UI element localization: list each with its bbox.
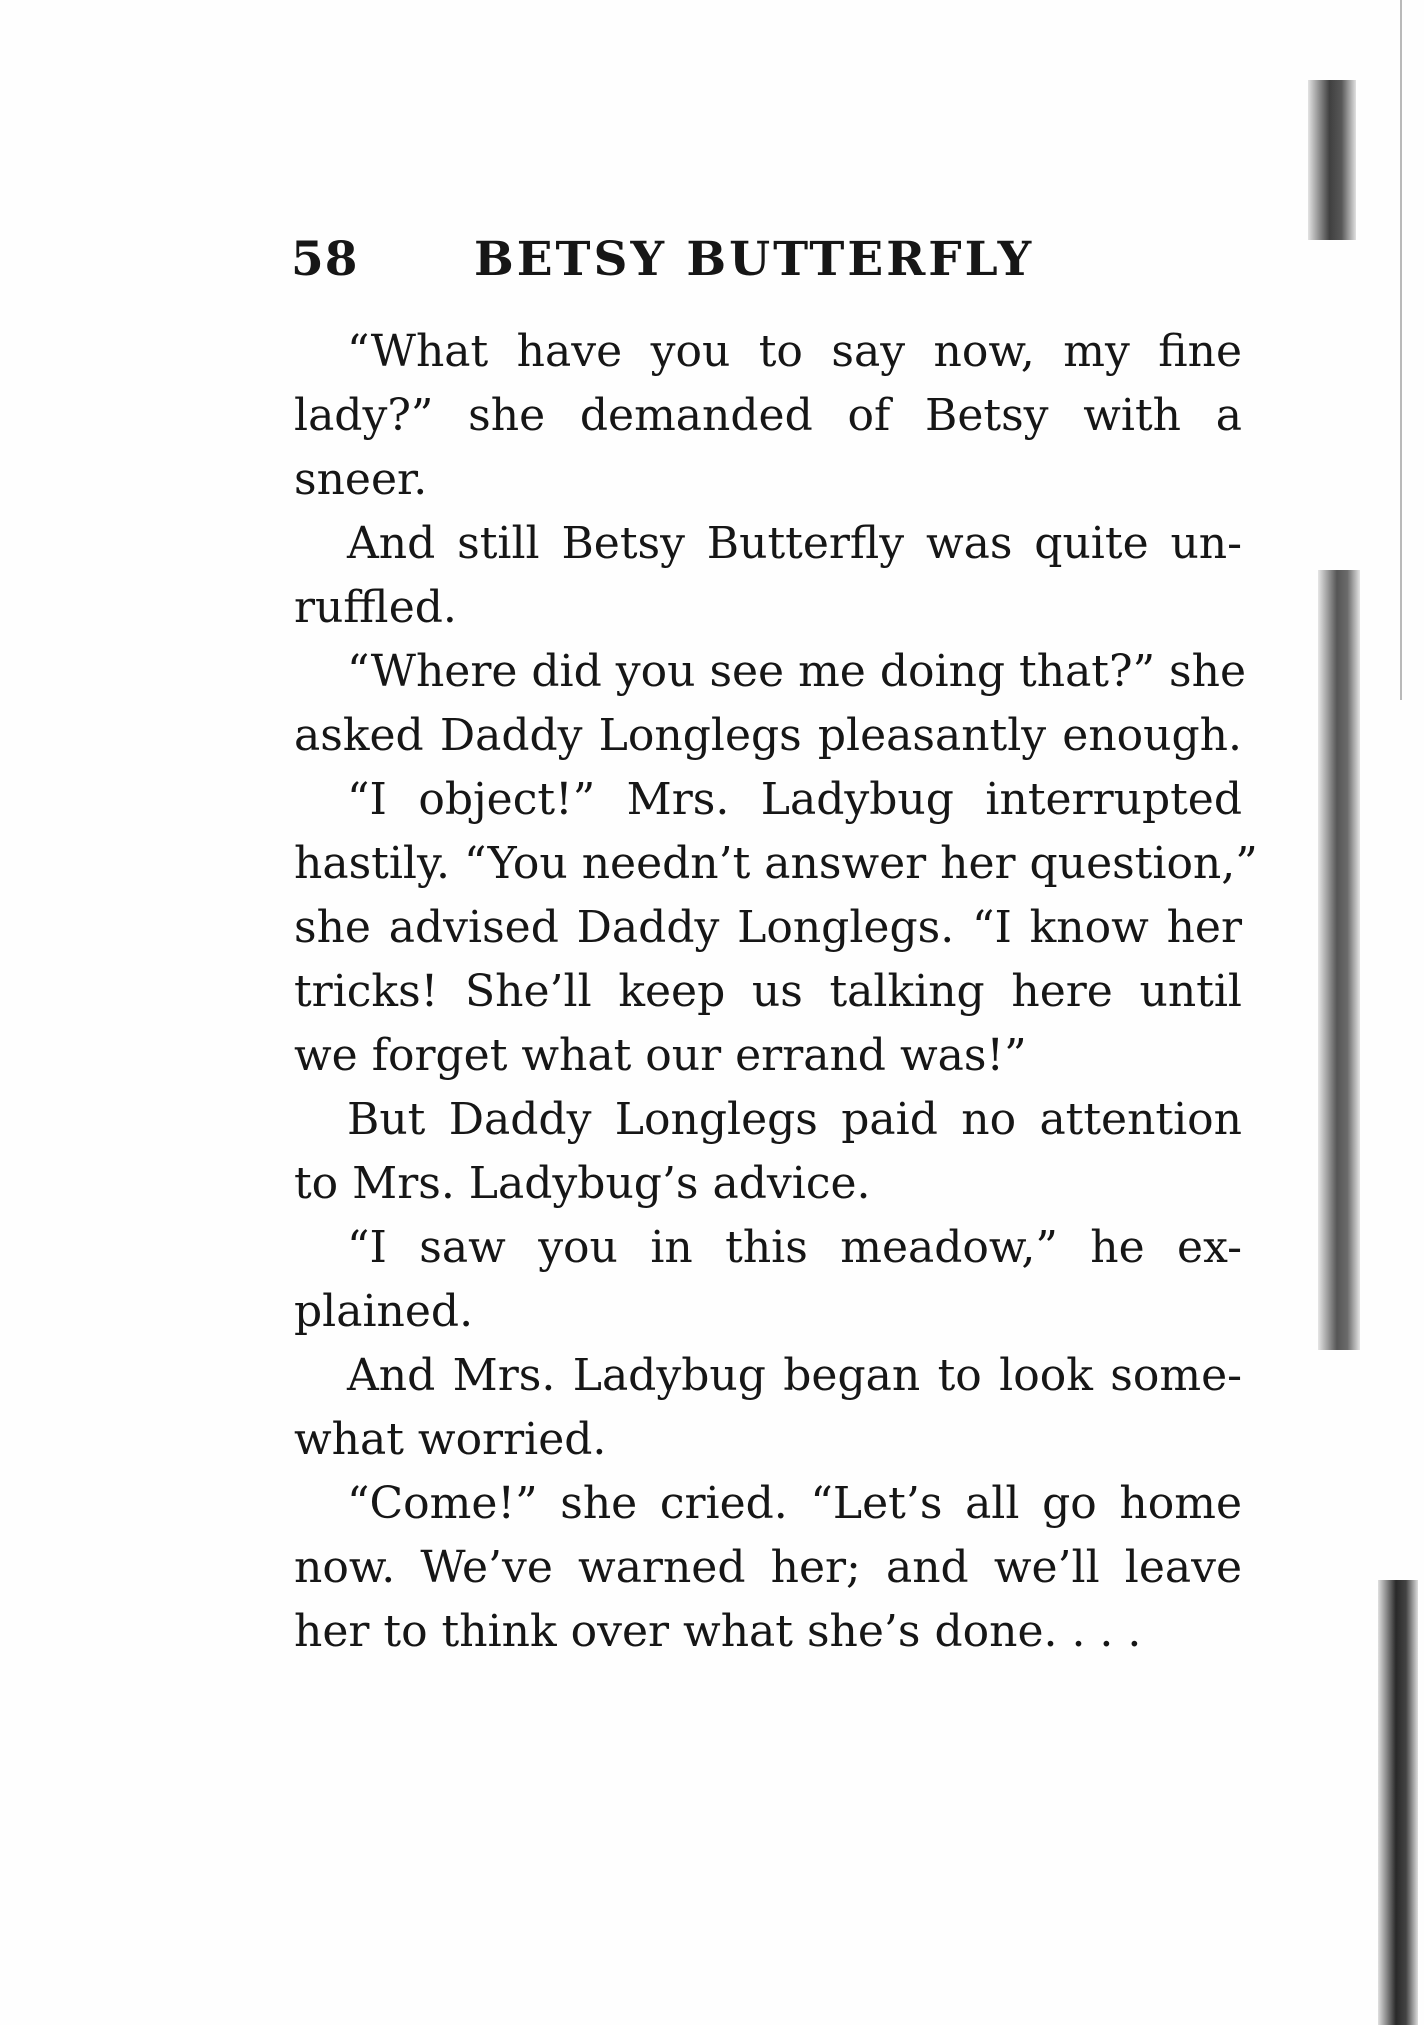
text-line: hastily. “You needn’t answer her question,”	[294, 838, 1258, 889]
text-line: But Daddy Longlegs paid no attention	[347, 1094, 1242, 1145]
text-line: “Where did you see me doing that?” she	[347, 646, 1247, 697]
text-line: “I object!” Mrs. Ladybug interrupted	[347, 774, 1242, 825]
text-line: ruffled.	[294, 582, 457, 633]
text-line: now. We’ve warned her; and we’ll leave	[294, 1542, 1242, 1593]
scan-edge-shadow	[1308, 80, 1356, 240]
body-text	[294, 320, 1258, 1664]
text-line: her to think over what she’s done. . . .	[294, 1606, 1142, 1657]
text-line: asked Daddy Longlegs pleasantly enough.	[294, 710, 1242, 761]
text-line: “Come!” she cried. “Let’s all go home	[347, 1478, 1242, 1529]
text-line: And still Betsy Butterfly was quite un-	[347, 518, 1242, 569]
text-line: lady?” she demanded of Betsy with a	[294, 390, 1242, 441]
text-line: “What have you to say now, my fine	[347, 326, 1242, 377]
text-line: what worried.	[294, 1414, 607, 1465]
text-line: she advised Daddy Longlegs. “I know her	[294, 902, 1242, 953]
running-title: BETSY BUTTERFLY	[474, 232, 1035, 287]
scan-edge-shadow	[1378, 1580, 1418, 2025]
text-line: sneer.	[294, 454, 428, 505]
text-line: we forget what our errand was!”	[294, 1030, 1027, 1081]
page-number: 58	[291, 232, 359, 287]
page-header	[291, 232, 1091, 302]
text-line: plained.	[294, 1286, 474, 1337]
text-line: “I saw you in this meadow,” he ex-	[347, 1222, 1242, 1273]
scan-edge-shadow	[1318, 570, 1360, 1350]
text-line: tricks! She’ll keep us talking here until	[294, 966, 1242, 1017]
page-edge-line	[1400, 0, 1402, 700]
text-line: to Mrs. Ladybug’s advice.	[294, 1158, 871, 1209]
text-line: And Mrs. Ladybug began to look some-	[347, 1350, 1242, 1401]
